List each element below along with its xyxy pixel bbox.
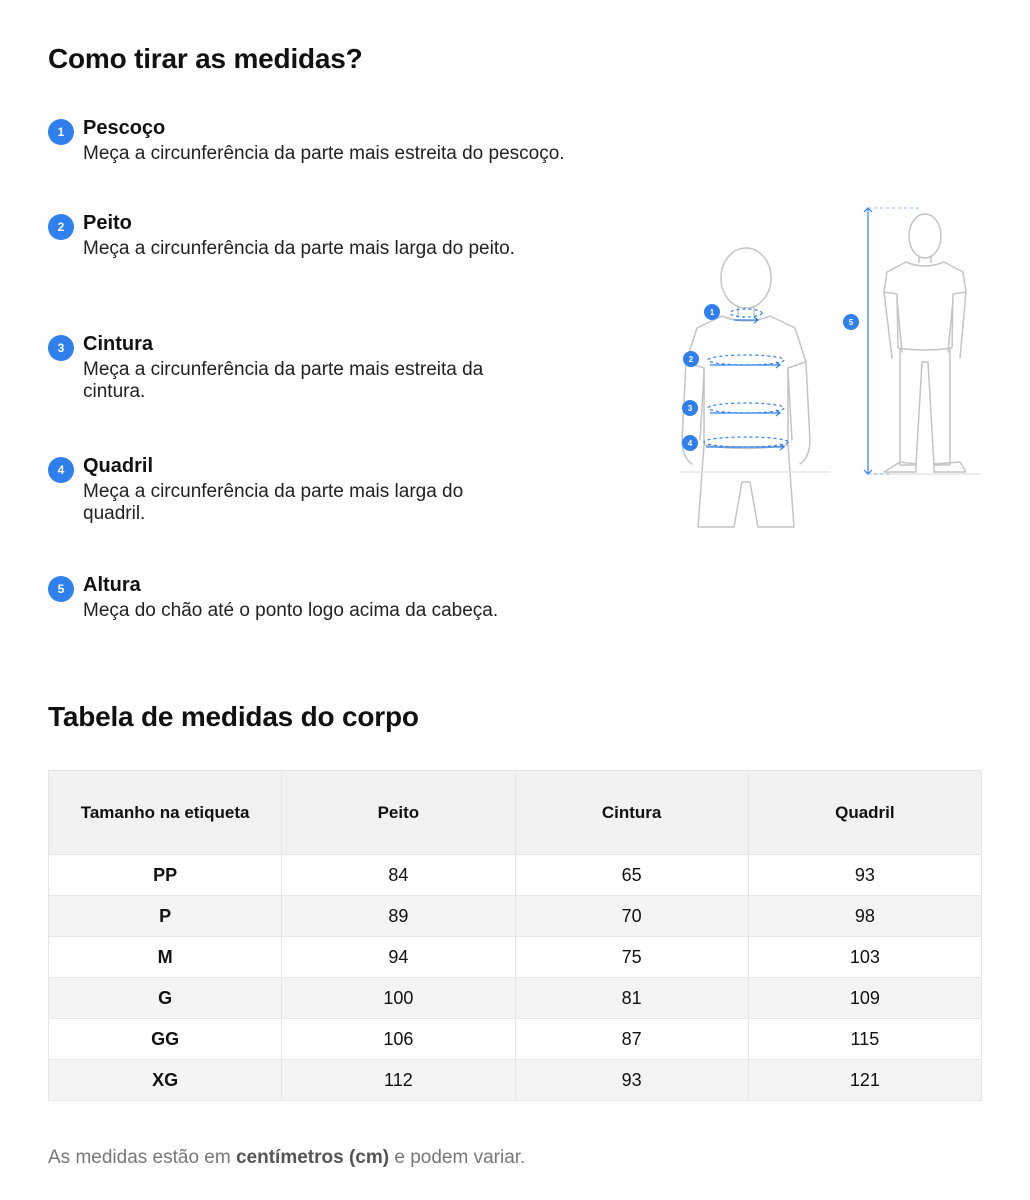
waist-cell: 87: [515, 1019, 748, 1060]
marker-label: 1: [709, 308, 715, 317]
marker-label: 5: [848, 318, 854, 327]
table-row: [49, 896, 982, 937]
table-row: [49, 978, 982, 1019]
chest-cell: 84: [282, 855, 515, 896]
marker-label: 2: [688, 355, 694, 364]
step-description: Meça a circunferência da parte mais estreita da cintura.: [83, 359, 484, 402]
step-number-badge: 2: [48, 214, 74, 240]
size-cell: P: [49, 896, 282, 937]
table-row: [49, 937, 982, 978]
measurement-illustration: [670, 200, 990, 540]
hip-cell: 103: [748, 937, 981, 978]
chest-cell: 100: [282, 978, 515, 1019]
hip-cell: 109: [748, 978, 981, 1019]
column-header: Quadril: [748, 771, 981, 855]
size-cell: GG: [49, 1019, 282, 1060]
marker-label: 3: [687, 404, 693, 413]
step-title: Quadril: [83, 455, 154, 477]
table-row: [49, 1019, 982, 1060]
column-header: Peito: [282, 771, 515, 855]
chest-cell: 112: [282, 1060, 515, 1101]
step-description: Meça do chão até o ponto logo acima da cabeça.: [83, 600, 499, 621]
marker-label: 4: [687, 439, 693, 448]
waist-cell: 65: [515, 855, 748, 896]
size-cell: M: [49, 937, 282, 978]
waist-cell: 81: [515, 978, 748, 1019]
waist-cell: 93: [515, 1060, 748, 1101]
footnote-units: centímetros (cm): [235, 1147, 390, 1168]
column-header: Cintura: [515, 771, 748, 855]
step-description: Meça a circunferência da parte mais larga do peito.: [83, 238, 515, 259]
measurement-lines: [704, 208, 920, 474]
step-title: Pescoço: [83, 117, 166, 139]
step-title: Altura: [83, 574, 141, 596]
table-header-row: [49, 771, 982, 855]
chest-cell: 106: [282, 1019, 515, 1060]
size-cell: G: [49, 978, 282, 1019]
step-number-badge: 5: [48, 576, 74, 602]
guide-title: Como tirar as medidas?: [48, 43, 363, 74]
hip-cell: 115: [748, 1019, 981, 1060]
chest-cell: 94: [282, 937, 515, 978]
step-title: Peito: [83, 212, 132, 234]
step-description: Meça a circunferência da parte mais estreita do pescoço.: [83, 143, 565, 164]
footnote-prefix: As medidas estão em: [48, 1147, 236, 1168]
hip-cell: 98: [748, 896, 981, 937]
step-number-badge: 1: [48, 119, 74, 145]
table-row: [49, 1060, 982, 1101]
step-description: Meça a circunferência da parte mais larga do quadril.: [83, 481, 464, 524]
size-cell: PP: [49, 855, 282, 896]
waist-cell: 75: [515, 937, 748, 978]
hip-cell: 121: [748, 1060, 981, 1101]
table-title: Tabela de medidas do corpo: [48, 701, 419, 732]
size-cell: XG: [49, 1060, 282, 1101]
footnote-suffix: e podem variar.: [389, 1147, 526, 1168]
front-figure-icon: [680, 214, 980, 527]
column-header: Tamanho na etiqueta: [49, 771, 282, 855]
size-table: [48, 770, 982, 1101]
step-title: Cintura: [83, 333, 153, 355]
step-number-badge: 3: [48, 335, 74, 361]
units-footnote: [48, 1147, 525, 1169]
hip-cell: 93: [748, 855, 981, 896]
step-number-badge: 4: [48, 457, 74, 483]
table-row: [49, 855, 982, 896]
chest-cell: 89: [282, 896, 515, 937]
waist-cell: 70: [515, 896, 748, 937]
